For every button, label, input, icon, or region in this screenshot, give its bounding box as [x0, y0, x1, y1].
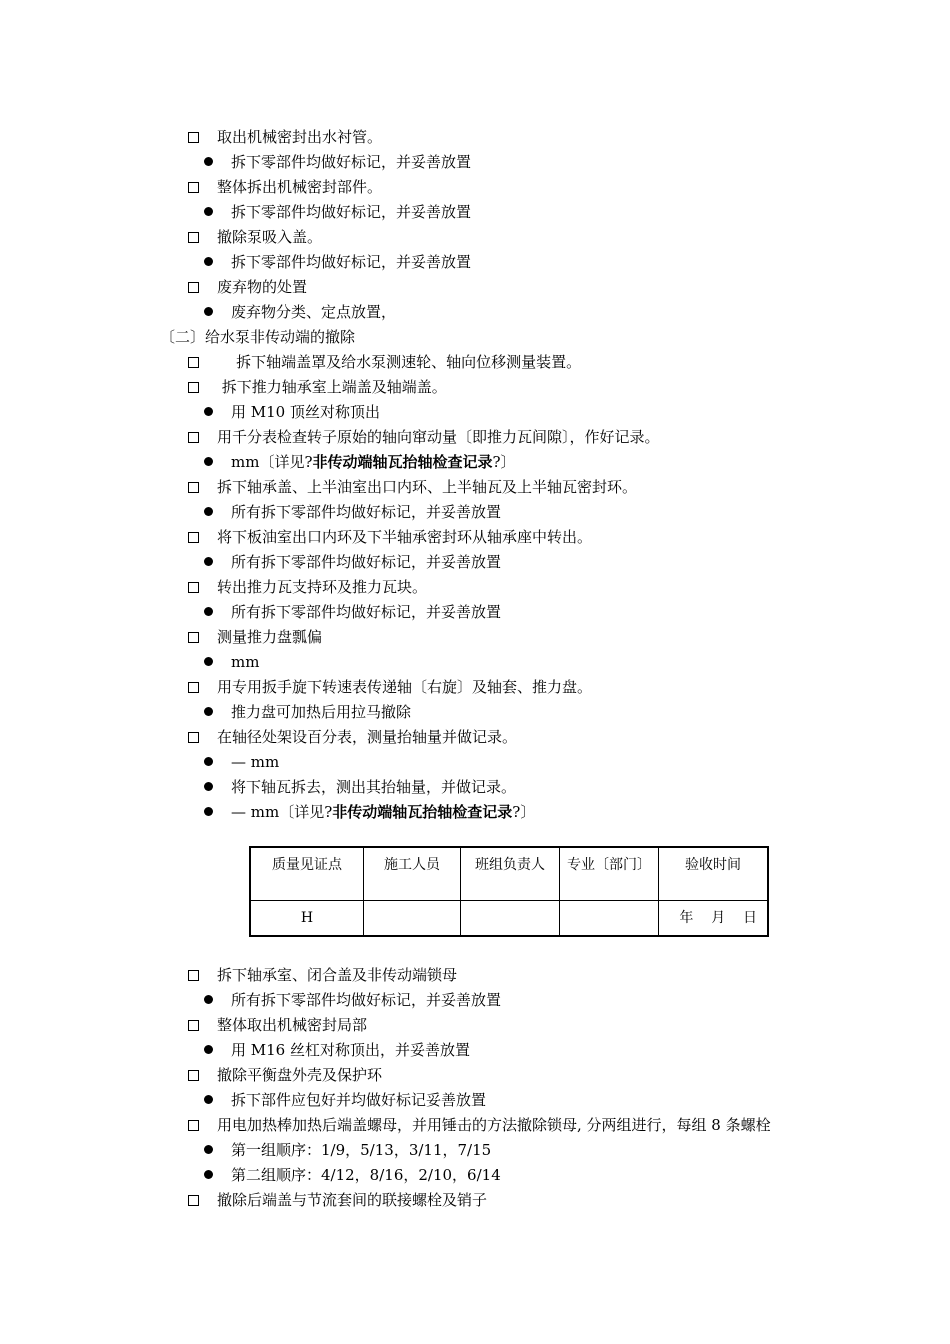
- line-text: 拆下零部件均做好标记，并妥善放置: [231, 203, 472, 221]
- line-text: 将下板油室出口内环及下半轴承密封环从轴承座中转出。: [217, 528, 593, 546]
- bullet-item: [204, 551, 501, 573]
- line-text: 推力盘可加热后用拉马撤除: [231, 703, 412, 721]
- line-text: 废弃物分类、定点放置，: [231, 303, 397, 321]
- line-text: 所有拆下零部件均做好标记，并妥善放置: [231, 991, 502, 1009]
- checkbox-icon: [188, 682, 199, 693]
- bullet-item: [204, 401, 380, 423]
- line-text: 废弃物的处置: [217, 278, 308, 296]
- line-text: 撤除泵吸入盖。: [217, 228, 323, 246]
- record-reference: 非传动端轴瓦抬轴检查记录: [312, 453, 493, 471]
- checkbox-icon: [188, 1070, 199, 1081]
- bullet-icon: [204, 257, 213, 266]
- line-text: 拆下零部件均做好标记，并妥善放置: [231, 153, 472, 171]
- line-text: 用 M16 丝杠对称顶出，并妥善放置: [231, 1041, 470, 1059]
- line-text: 第二组顺序：4/12，8/16，2/10，6/14: [231, 1166, 501, 1184]
- bullet-icon: [204, 1095, 213, 1104]
- checkbox-icon: [188, 482, 199, 493]
- table-row: [250, 901, 768, 937]
- checkbox-icon: [188, 382, 199, 393]
- line-text: mm: [231, 653, 260, 671]
- cell-team-leader: [461, 901, 560, 937]
- header-quality-point: 质量见证点: [250, 847, 364, 901]
- checkbox-item: [188, 426, 660, 448]
- line-text: 用 M10 顶丝对称顶出: [231, 403, 380, 421]
- line-text: 所有拆下零部件均做好标记，并妥善放置: [231, 503, 502, 521]
- bullet-item: [204, 701, 411, 723]
- bullet-icon: [204, 1145, 213, 1154]
- line-text: 所有拆下零部件均做好标记，并妥善放置: [231, 553, 502, 571]
- line-tail: ?〕: [492, 453, 516, 471]
- checkbox-item: [188, 676, 592, 698]
- checkbox-icon: [188, 632, 199, 643]
- checkbox-icon: [188, 582, 199, 593]
- cell-constructor: [364, 901, 461, 937]
- checkbox-item: [188, 176, 382, 198]
- table-header-row: [250, 847, 768, 901]
- bullet-icon: [204, 782, 213, 791]
- line-text: mm〔详见?: [231, 453, 313, 471]
- checkbox-item: [188, 351, 581, 373]
- line-text: 测量推力盘瓢偏: [217, 628, 323, 646]
- line-text: 拆下部件应包好并均做好标记妥善放置: [231, 1091, 487, 1109]
- checkbox-icon: [188, 357, 199, 368]
- bullet-item: [204, 989, 501, 1011]
- bullet-icon: [204, 207, 213, 216]
- bullet-icon: [204, 307, 213, 316]
- checkbox-icon: [188, 282, 199, 293]
- line-text: 拆下轴承室、闭合盖及非传动端锁母: [217, 966, 458, 984]
- bullet-icon: [204, 657, 213, 666]
- bullet-icon: [204, 1170, 213, 1179]
- line-text: 撤除后端盖与节流套间的联接螺栓及销子: [217, 1191, 488, 1209]
- line-text: 用千分表检查转子原始的轴向窜动量〔即推力瓦间隙〕，作好记录。: [217, 428, 660, 446]
- line-text: 取出机械密封出水衬管。: [217, 128, 383, 146]
- line-text: 将下轴瓦拆去，测出其抬轴量，并做记录。: [231, 778, 517, 796]
- checkbox-item: [188, 726, 517, 748]
- bullet-icon: [204, 995, 213, 1004]
- checkbox-item: [188, 476, 637, 498]
- line-text: — mm: [231, 753, 280, 771]
- bullet-item: [204, 301, 396, 323]
- line-text: 拆下推力轴承室上端盖及轴端盖。: [217, 378, 447, 396]
- line-text: 拆下零部件均做好标记，并妥善放置: [231, 253, 472, 271]
- checkbox-icon: [188, 732, 199, 743]
- line-text: 拆下轴承盖、上半油室出口内环、上半轴瓦及上半轴瓦密封环。: [217, 478, 638, 496]
- line-text: 第一组顺序：1/9，5/13，3/11，7/15: [231, 1141, 492, 1159]
- header-department: 专业〔部门〕: [560, 847, 659, 901]
- record-reference: 非传动端轴瓦抬轴检查记录: [332, 803, 513, 821]
- bullet-item: [204, 1139, 491, 1161]
- checkbox-item: [188, 1189, 487, 1211]
- checkbox-item: [188, 576, 427, 598]
- bullet-item: [204, 1164, 501, 1186]
- line-text: 用电加热棒加热后端盖螺母，并用锤击的方法撤除锁母, 分两组进行，每组 8 条螺栓: [217, 1116, 771, 1134]
- bullet-item: [204, 1089, 486, 1111]
- quality-checkpoint-table: [249, 846, 769, 937]
- section-heading: [160, 326, 355, 348]
- checkbox-icon: [188, 970, 199, 981]
- line-text: 在轴径处架设百分表，测量抬轴量并做记录。: [217, 728, 518, 746]
- checkbox-icon: [188, 1020, 199, 1031]
- line-text: 〔二〕给水泵非传动端的撤除: [160, 328, 356, 346]
- checkbox-item: [188, 626, 322, 648]
- checkbox-item: [188, 1114, 771, 1136]
- checkbox-icon: [188, 1120, 199, 1131]
- bullet-item: [204, 251, 471, 273]
- checkbox-item: [188, 276, 307, 298]
- bullet-icon: [204, 557, 213, 566]
- checkbox-item: [188, 1014, 367, 1036]
- bullet-icon: [204, 407, 213, 416]
- line-text: 用专用扳手旋下转速表传递轴〔右旋〕及轴套、推力盘。: [217, 678, 593, 696]
- bullet-item: [204, 151, 471, 173]
- checkbox-item: [188, 526, 592, 548]
- checkbox-item: [188, 1064, 382, 1086]
- checkbox-item: [188, 376, 447, 398]
- line-tail: ?〕: [512, 803, 536, 821]
- line-text: 撤除平衡盘外壳及保护环: [217, 1066, 383, 1084]
- bullet-icon: [204, 707, 213, 716]
- bullet-icon: [204, 757, 213, 766]
- checkbox-icon: [188, 432, 199, 443]
- line-text: — mm〔详见?: [231, 803, 333, 821]
- bullet-icon: [204, 607, 213, 616]
- header-constructor: 施工人员: [364, 847, 461, 901]
- bullet-icon: [204, 507, 213, 516]
- bullet-item: [204, 1039, 470, 1061]
- bullet-item: [204, 201, 471, 223]
- bullet-item: [204, 451, 516, 473]
- bullet-item: [204, 651, 259, 673]
- checkbox-item: [188, 126, 382, 148]
- bullet-icon: [204, 457, 213, 466]
- line-text: 所有拆下零部件均做好标记，并妥善放置: [231, 603, 502, 621]
- line-text: 整体取出机械密封局部: [217, 1016, 368, 1034]
- cell-department: [560, 901, 659, 937]
- checkbox-icon: [188, 232, 199, 243]
- bullet-icon: [204, 157, 213, 166]
- bullet-item: [204, 501, 501, 523]
- checkbox-icon: [188, 1195, 199, 1206]
- bullet-item: [204, 601, 501, 623]
- line-text: 整体拆出机械密封部件。: [217, 178, 383, 196]
- bullet-item: [204, 776, 516, 798]
- bullet-item: [204, 751, 279, 773]
- cell-acceptance-time: 年 月 日: [659, 901, 769, 937]
- cell-quality-point: H: [250, 901, 364, 937]
- checkbox-item: [188, 226, 322, 248]
- bullet-item: [204, 801, 535, 823]
- checkbox-icon: [188, 532, 199, 543]
- checkbox-item: [188, 964, 457, 986]
- bullet-icon: [204, 1045, 213, 1054]
- header-acceptance-time: 验收时间: [659, 847, 769, 901]
- checkbox-icon: [188, 132, 199, 143]
- header-team-leader: 班组负责人: [461, 847, 560, 901]
- line-text: 转出推力瓦支持环及推力瓦块。: [217, 578, 428, 596]
- line-text: 拆下轴端盖罩及给水泵测速轮、轴向位移测量装置。: [217, 353, 582, 371]
- checkbox-icon: [188, 182, 199, 193]
- bullet-icon: [204, 807, 213, 816]
